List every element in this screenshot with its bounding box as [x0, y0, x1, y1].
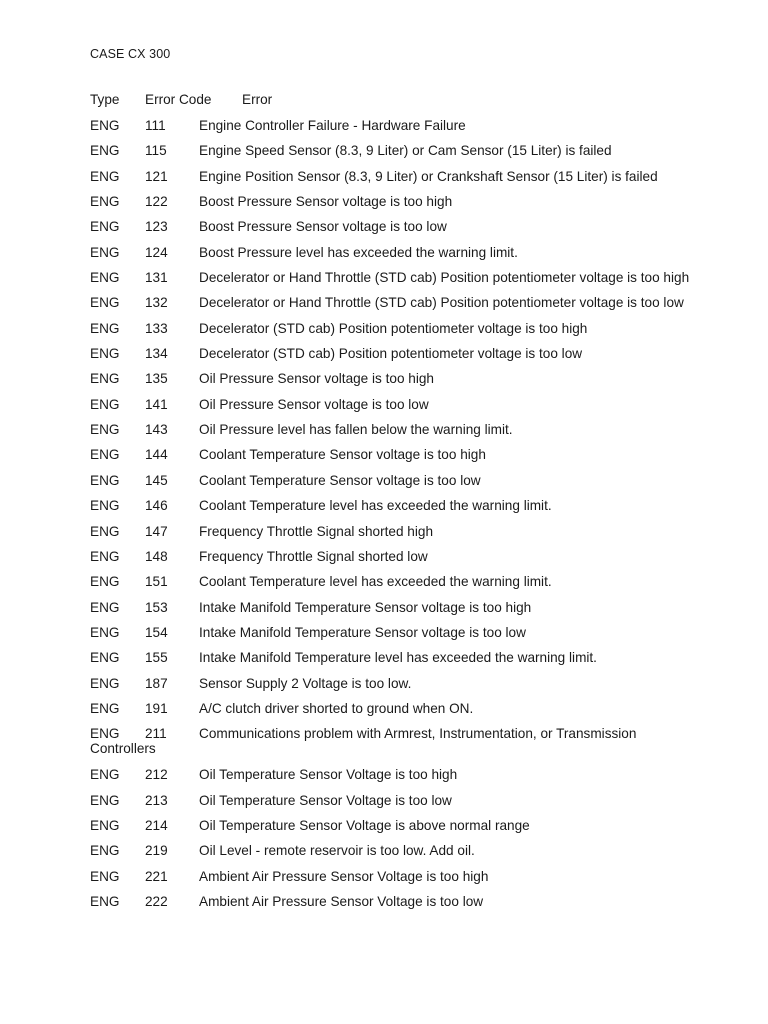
row-type: ENG [90, 767, 120, 783]
row-type: ENG [90, 422, 120, 438]
row-error-description: Decelerator or Hand Throttle (STD cab) Position potentiometer voltage is too low [199, 295, 684, 311]
row-type: ENG [90, 548, 120, 564]
header-type: Type [90, 92, 120, 107]
row-type: ENG [90, 523, 120, 539]
row-error-description: Oil Pressure level has fallen below the warning limit. [199, 422, 513, 438]
table-row [90, 893, 730, 918]
row-type: ENG [90, 219, 120, 235]
row-error-description: Oil Pressure Sensor voltage is too high [199, 371, 434, 387]
row-error-code: 123 [145, 219, 168, 235]
table-row [90, 868, 730, 893]
row-error-description: Coolant Temperature Sensor voltage is too high [199, 447, 486, 463]
row-type: ENG [90, 118, 120, 133]
row-error-description: A/C clutch driver shorted to ground when ON. [199, 700, 474, 716]
table-row [90, 792, 730, 817]
table-row [90, 142, 730, 167]
table-row [90, 421, 730, 446]
row-error-code: 214 [145, 817, 168, 833]
row-error-description: Oil Temperature Sensor Voltage is too high [199, 767, 458, 783]
row-error-code: 134 [145, 346, 168, 362]
row-error-code: 147 [145, 523, 168, 539]
row-error-description: Ambient Air Pressure Sensor Voltage is too low [199, 893, 484, 909]
row-error-description: Engine Speed Sensor (8.3, 9 Liter) or Cam Sensor (15 Liter) is failed [199, 143, 612, 159]
table-row [90, 168, 730, 193]
table-row [90, 446, 730, 471]
document-title: CASE CX 300 [90, 47, 171, 61]
row-error-description: Oil Pressure Sensor voltage is too low [199, 396, 429, 412]
table-row [90, 523, 730, 548]
row-type: ENG [90, 868, 120, 884]
row-error-description: Coolant Temperature Sensor voltage is too low [199, 472, 481, 488]
row-type: ENG [90, 447, 120, 463]
table-row [90, 497, 730, 522]
row-error-code: 133 [145, 320, 168, 336]
row-error-description: Intake Manifold Temperature Sensor voltage is too high [199, 599, 532, 615]
row-error-code: 124 [145, 244, 168, 260]
table-row [90, 370, 730, 395]
row-error-code: 151 [145, 574, 168, 590]
table-row [90, 842, 730, 867]
row-error-code: 212 [145, 767, 168, 783]
row-type: ENG [90, 624, 120, 640]
row-type: ENG [90, 371, 120, 387]
row-type: ENG [90, 270, 120, 286]
row-error-description: Decelerator (STD cab) Position potentiometer voltage is too low [199, 346, 583, 362]
row-type: ENG [90, 817, 120, 833]
row-error-description: Oil Temperature Sensor Voltage is too low [199, 792, 452, 808]
row-error-description-continued: Controllers [90, 741, 156, 757]
row-error-description: Sensor Supply 2 Voltage is too low. [199, 675, 412, 691]
row-error-code: 153 [145, 599, 168, 615]
header-error-code: Error Code [145, 92, 212, 107]
row-error-code: 141 [145, 396, 168, 412]
row-error-description: Frequency Throttle Signal shorted low [199, 548, 428, 564]
row-error-description: Coolant Temperature level has exceeded the warning limit. [199, 574, 552, 590]
row-error-description: Boost Pressure Sensor voltage is too low [199, 219, 447, 235]
row-error-description: Boost Pressure level has exceeded the warning limit. [199, 244, 518, 260]
row-type: ENG [90, 599, 120, 615]
row-error-code: 132 [145, 295, 168, 311]
row-type: ENG [90, 472, 120, 488]
row-type: ENG [90, 650, 120, 666]
table-row [90, 675, 730, 700]
row-error-code: 221 [145, 868, 168, 884]
table-row [90, 193, 730, 218]
row-error-code: 145 [145, 472, 168, 488]
row-error-description: Engine Controller Failure - Hardware Failure [199, 118, 466, 133]
table-row [90, 725, 730, 766]
row-error-description: Communications problem with Armrest, Instrumentation, or Transmission [199, 726, 637, 742]
row-error-code: 154 [145, 624, 168, 640]
row-error-code: 131 [145, 270, 168, 286]
table-row [90, 244, 730, 269]
row-error-description: Oil Level - remote reservoir is too low. Add oil. [199, 843, 475, 859]
header-error: Error [242, 92, 273, 107]
row-error-description: Engine Position Sensor (8.3, 9 Liter) or Crankshaft Sensor (15 Liter) is failed [199, 168, 658, 184]
row-error-description: Ambient Air Pressure Sensor Voltage is too high [199, 868, 489, 884]
row-type: ENG [90, 244, 120, 260]
row-error-description: Coolant Temperature level has exceeded the warning limit. [199, 498, 552, 514]
row-error-description: Oil Temperature Sensor Voltage is above normal range [199, 817, 530, 833]
row-type: ENG [90, 194, 120, 210]
row-type: ENG [90, 893, 120, 909]
row-error-description: Intake Manifold Temperature Sensor voltage is too low [199, 624, 526, 640]
row-type: ENG [90, 396, 120, 412]
row-error-description: Decelerator or Hand Throttle (STD cab) Position potentiometer voltage is too high [199, 270, 690, 286]
row-error-description: Intake Manifold Temperature level has exceeded the warning limit. [199, 650, 597, 666]
row-type: ENG [90, 143, 120, 159]
row-type: ENG [90, 792, 120, 808]
table-row [90, 573, 730, 598]
table-row [90, 269, 730, 294]
row-error-code: 143 [145, 422, 168, 438]
row-error-code: 211 [145, 726, 167, 742]
row-type: ENG [90, 498, 120, 514]
table-header [90, 92, 710, 110]
table-row [90, 396, 730, 421]
row-error-code: 146 [145, 498, 168, 514]
table-row [90, 548, 730, 573]
row-type: ENG [90, 843, 120, 859]
row-error-code: 122 [145, 194, 168, 210]
row-error-code: 219 [145, 843, 168, 859]
table-row [90, 117, 730, 142]
row-error-code: 187 [145, 675, 168, 691]
row-type: ENG [90, 700, 120, 716]
row-type: ENG [90, 295, 120, 311]
table-row [90, 294, 730, 319]
table-row [90, 345, 730, 370]
table-row [90, 624, 730, 649]
row-error-code: 155 [145, 650, 168, 666]
row-error-description: Decelerator (STD cab) Position potentiometer voltage is too high [199, 320, 588, 336]
row-error-code: 191 [145, 700, 168, 716]
row-error-code: 115 [145, 143, 167, 159]
table-row [90, 649, 730, 674]
row-error-code: 121 [145, 168, 168, 184]
row-error-code: 111 [145, 118, 166, 133]
row-type: ENG [90, 726, 120, 742]
row-error-description: Frequency Throttle Signal shorted high [199, 523, 434, 539]
table-row [90, 320, 730, 345]
table-row [90, 599, 730, 624]
table-row [90, 472, 730, 497]
row-type: ENG [90, 675, 120, 691]
row-error-code: 213 [145, 792, 168, 808]
row-error-code: 148 [145, 548, 168, 564]
row-type: ENG [90, 168, 120, 184]
table-row [90, 700, 730, 725]
table-row [90, 766, 730, 791]
table-row [90, 218, 730, 243]
row-error-code: 135 [145, 371, 168, 387]
row-type: ENG [90, 346, 120, 362]
row-error-code: 144 [145, 447, 168, 463]
row-type: ENG [90, 320, 120, 336]
table-row [90, 817, 730, 842]
row-error-description: Boost Pressure Sensor voltage is too high [199, 194, 453, 210]
error-code-list [90, 117, 730, 918]
row-error-code: 222 [145, 893, 168, 909]
row-type: ENG [90, 574, 120, 590]
